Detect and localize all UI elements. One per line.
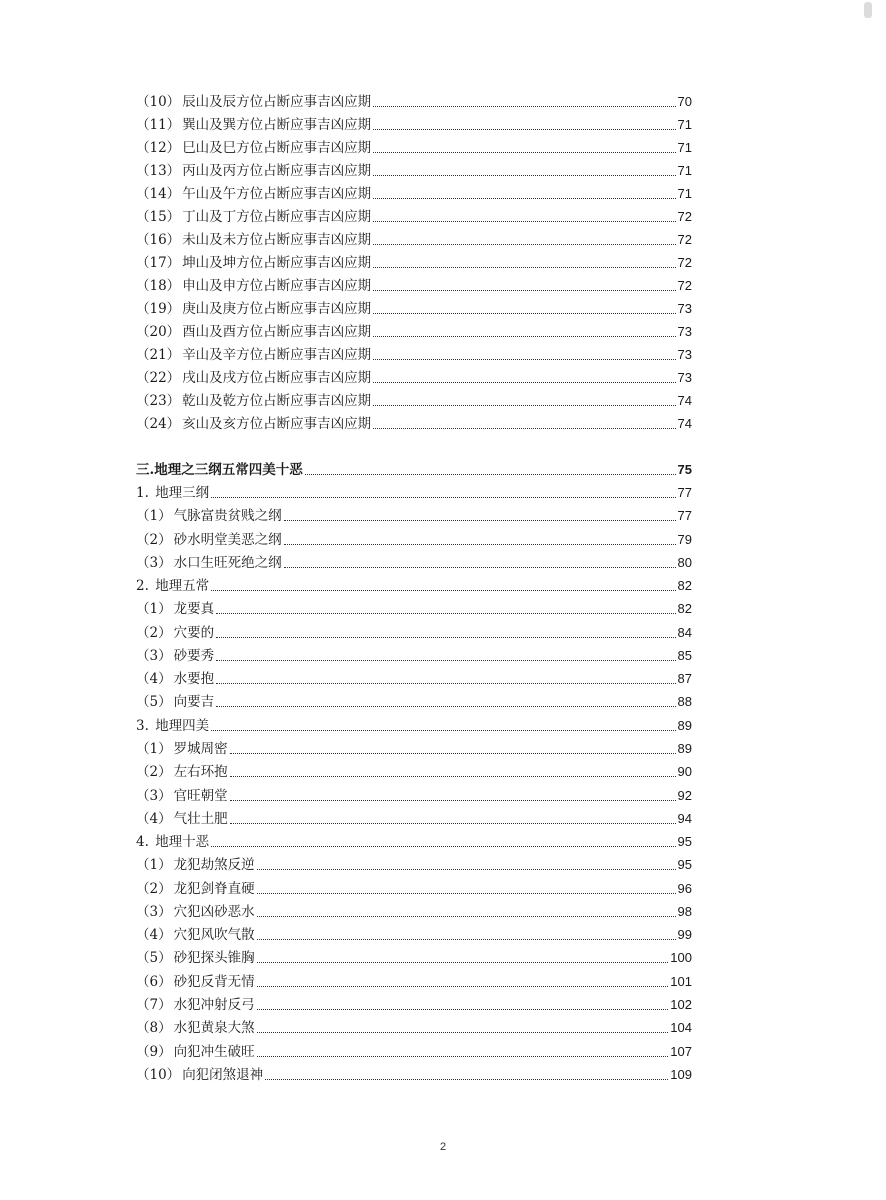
toc-entry[interactable] [136, 502, 692, 525]
leader-dots [257, 916, 676, 917]
toc-entry-title: 地理四美 [155, 718, 210, 734]
toc-entry-number: （8） [136, 1020, 172, 1036]
corner-scroll-mark [864, 2, 872, 18]
leader-dots [230, 776, 676, 777]
toc-entry-page: 72 [677, 278, 692, 293]
toc-section-page: 75 [677, 462, 692, 477]
leader-dots [373, 129, 675, 130]
toc-entry-title: 地理十恶 [155, 834, 210, 850]
toc-entry-title: 庚山及庚方位占断应事吉凶应期 [182, 301, 372, 317]
toc-entry-page: 73 [677, 324, 692, 339]
leader-dots [373, 198, 675, 199]
leader-dots [216, 683, 675, 684]
toc-entry-title: 向要吉 [173, 694, 215, 710]
toc-entry-page: 90 [677, 764, 692, 779]
toc-section-title: 地理之三纲五常四美十恶 [154, 462, 303, 478]
toc-entry-title: 水口生旺死绝之纲 [173, 555, 282, 571]
toc-entry[interactable] [136, 387, 692, 410]
toc-entry[interactable] [136, 851, 692, 874]
toc-entry[interactable] [136, 549, 692, 572]
toc-entry[interactable] [136, 921, 692, 944]
toc-entry[interactable] [136, 735, 692, 758]
leader-dots [257, 1009, 669, 1010]
toc-entry-page: 74 [677, 416, 692, 431]
toc-entry-number: （3） [136, 555, 172, 571]
toc-entry-number: （3） [136, 788, 172, 804]
leader-dots [216, 660, 675, 661]
toc-entry-page: 95 [677, 857, 692, 872]
toc-entry-page: 95 [677, 834, 692, 849]
toc-entry[interactable] [136, 805, 692, 828]
toc-entry-title: 戌山及戌方位占断应事吉凶应期 [182, 370, 372, 386]
toc-entry-number: （5） [136, 950, 172, 966]
toc-entry-title: 地理五常 [155, 578, 210, 594]
toc-entry-page: 100 [670, 950, 692, 965]
leader-dots [373, 382, 675, 383]
toc-entry-number: （1） [136, 857, 172, 873]
toc-entry-title: 水犯黄泉大煞 [173, 1020, 255, 1036]
toc-entry-page: 102 [670, 997, 692, 1012]
toc-entry[interactable] [136, 968, 692, 991]
toc-entry-page: 89 [677, 718, 692, 733]
toc-entry-title: 酉山及酉方位占断应事吉凶应期 [182, 324, 372, 340]
leader-dots [230, 753, 676, 754]
leader-dots [373, 428, 675, 429]
toc-entry-title: 丁山及丁方位占断应事吉凶应期 [182, 209, 372, 225]
toc-entry-title: 穴要的 [173, 625, 215, 641]
leader-dots [211, 497, 675, 498]
toc-entry-title: 丙山及丙方位占断应事吉凶应期 [182, 163, 372, 179]
toc-entry-number: （3） [136, 648, 172, 664]
toc-entry-title: 气壮土肥 [173, 811, 228, 827]
leader-dots [257, 1032, 669, 1033]
toc-entry-title: 坤山及坤方位占断应事吉凶应期 [182, 255, 372, 271]
toc-entry[interactable] [136, 88, 692, 111]
leader-dots [257, 986, 669, 987]
leader-dots [373, 221, 675, 222]
toc-entry[interactable] [136, 180, 692, 203]
toc-entry[interactable] [136, 526, 692, 549]
toc-entry-page: 77 [677, 508, 692, 523]
page-number: 2 [439, 1141, 447, 1153]
toc-entry-number: （3） [136, 904, 172, 920]
leader-dots [265, 1079, 668, 1080]
toc-entry-page: 87 [677, 671, 692, 686]
leader-dots [211, 730, 675, 731]
leader-dots [373, 267, 675, 268]
toc-entry-title: 向犯冲生破旺 [173, 1044, 255, 1060]
leader-dots [373, 244, 675, 245]
toc-entry[interactable] [136, 295, 692, 318]
toc-entry-page: 74 [677, 393, 692, 408]
leader-dots [373, 359, 675, 360]
toc-entry-title: 龙要真 [173, 601, 215, 617]
toc-entry-page: 71 [677, 117, 692, 132]
toc-entry[interactable] [136, 203, 692, 226]
leader-dots [373, 336, 675, 337]
toc-entry-title: 龙犯劫煞反逆 [173, 857, 255, 873]
toc-entry-title: 地理三纲 [155, 485, 210, 501]
toc-entry-title: 水要抱 [173, 671, 215, 687]
leader-dots [373, 313, 675, 314]
toc-entry-number: （6） [136, 974, 172, 990]
toc-entry-page: 70 [677, 94, 692, 109]
toc-entry[interactable] [136, 1014, 692, 1037]
toc-entry-number: （18） [136, 278, 181, 294]
toc-entry[interactable] [136, 572, 692, 595]
toc-entry[interactable] [136, 341, 692, 364]
toc-entry-number: （2） [136, 625, 172, 641]
leader-dots [211, 846, 675, 847]
toc-entry-number: （7） [136, 997, 172, 1013]
toc-entry-title: 龙犯剑脊直硬 [173, 881, 255, 897]
toc-entry-number: （5） [136, 694, 172, 710]
toc-entry-number: 2. [136, 578, 149, 594]
toc-entry-page: 80 [677, 555, 692, 570]
toc-entry-number: （1） [136, 601, 172, 617]
toc-entry-number: （19） [136, 301, 181, 317]
leader-dots [230, 800, 676, 801]
toc-entry-title: 官旺朝堂 [173, 788, 228, 804]
toc-entry[interactable] [136, 758, 692, 781]
toc-entry-number: （22） [136, 370, 181, 386]
leader-dots [257, 869, 676, 870]
toc-entry-page: 99 [677, 927, 692, 942]
toc-entry-title: 辛山及辛方位占断应事吉凶应期 [182, 347, 372, 363]
toc-entry-title: 左右环抱 [173, 764, 228, 780]
toc-entry-title: 辰山及辰方位占断应事吉凶应期 [182, 94, 372, 110]
toc-entry-number: （11） [136, 117, 181, 133]
toc-entry[interactable] [136, 157, 692, 180]
toc-entry-page: 71 [677, 186, 692, 201]
leader-dots [211, 590, 675, 591]
leader-dots [257, 939, 676, 940]
toc-entry-number: （15） [136, 209, 181, 225]
toc-entry[interactable] [136, 688, 692, 711]
toc-entry-title: 未山及未方位占断应事吉凶应期 [182, 232, 372, 248]
leader-dots [284, 520, 676, 521]
toc-entry-number: （2） [136, 532, 172, 548]
toc-entry-page: 73 [677, 347, 692, 362]
toc-entry[interactable] [136, 1038, 692, 1061]
toc-entry-title: 砂犯反背无情 [173, 974, 255, 990]
toc-entry-page: 94 [677, 811, 692, 826]
toc-entry-title: 向犯闭煞退神 [182, 1067, 264, 1083]
toc-entry[interactable] [136, 712, 692, 735]
toc-entry-number: （2） [136, 881, 172, 897]
toc-entry-page: 98 [677, 904, 692, 919]
toc-entry-number: （17） [136, 255, 181, 271]
toc-entry-number: （23） [136, 393, 181, 409]
toc-entry-title: 亥山及亥方位占断应事吉凶应期 [182, 416, 372, 432]
toc-entry[interactable] [136, 364, 692, 387]
toc-entry-number: （10） [136, 94, 181, 110]
toc-entry-number: （14） [136, 186, 181, 202]
toc-entry[interactable] [136, 642, 692, 665]
leader-dots [257, 1056, 669, 1057]
toc-entry-title: 巽山及巽方位占断应事吉凶应期 [182, 117, 372, 133]
toc-entry[interactable] [136, 944, 692, 967]
toc-entry-page: 72 [677, 209, 692, 224]
toc-entry[interactable] [136, 782, 692, 805]
toc-entry[interactable] [136, 991, 692, 1014]
toc-entry-number: （4） [136, 927, 172, 943]
toc-entry-title: 穴犯凶砂恶水 [173, 904, 255, 920]
toc-entry[interactable] [136, 875, 692, 898]
toc-entry-page: 82 [677, 578, 692, 593]
toc-entry-number: （24） [136, 416, 181, 432]
leader-dots [373, 405, 675, 406]
toc-entry-page: 73 [677, 370, 692, 385]
leader-dots [305, 474, 676, 475]
toc-entry[interactable] [136, 134, 692, 157]
toc-entry-title: 罗城周密 [173, 741, 228, 757]
toc-entry-page: 96 [677, 881, 692, 896]
toc-entry[interactable] [136, 318, 692, 341]
toc-entry-page: 82 [677, 601, 692, 616]
toc-entry[interactable] [136, 249, 692, 272]
toc-entry[interactable] [136, 272, 692, 295]
toc-entry[interactable] [136, 479, 692, 502]
toc-entry-title: 乾山及乾方位占断应事吉凶应期 [182, 393, 372, 409]
toc-entry-number: （21） [136, 347, 181, 363]
leader-dots [216, 637, 675, 638]
toc-entry-title: 气脉富贵贫贱之纲 [173, 508, 282, 524]
leader-dots [257, 962, 669, 963]
toc-entry[interactable] [136, 619, 692, 642]
toc-entry-number: （9） [136, 1044, 172, 1060]
toc-entry-page: 92 [677, 788, 692, 803]
toc-entry-number: 3. [136, 718, 149, 734]
toc-entry-page: 77 [677, 485, 692, 500]
leader-dots [284, 567, 676, 568]
toc-entry-title: 砂水明堂美恶之纲 [173, 532, 282, 548]
toc-entry[interactable] [136, 898, 692, 921]
toc-entry-number: 1. [136, 485, 149, 501]
toc-entry-number: （4） [136, 671, 172, 687]
toc-entry-page: 71 [677, 140, 692, 155]
toc-entry-page: 109 [670, 1067, 692, 1082]
toc-entry-page: 79 [677, 532, 692, 547]
toc-entry-title: 申山及申方位占断应事吉凶应期 [182, 278, 372, 294]
toc-entry[interactable] [136, 226, 692, 249]
toc-entry-number: 4. [136, 834, 149, 850]
toc-entry-page: 88 [677, 694, 692, 709]
toc-entry-page: 89 [677, 741, 692, 756]
toc-entry-number: （12） [136, 140, 181, 156]
toc-entry-page: 84 [677, 625, 692, 640]
toc-entry-page: 85 [677, 648, 692, 663]
toc-entry[interactable] [136, 111, 692, 134]
leader-dots [373, 290, 675, 291]
toc-entry-number: （20） [136, 324, 181, 340]
leader-dots [373, 175, 675, 176]
leader-dots [373, 152, 675, 153]
toc-entry[interactable] [136, 828, 692, 851]
leader-dots [216, 613, 675, 614]
leader-dots [230, 823, 676, 824]
toc-entry-number: （10） [136, 1067, 181, 1083]
toc-entry-page: 72 [677, 232, 692, 247]
toc-entry-number: （1） [136, 508, 172, 524]
leader-dots [373, 106, 675, 107]
toc-entry[interactable] [136, 595, 692, 618]
toc-entry-page: 101 [670, 974, 692, 989]
toc-section-number: 三. [136, 462, 155, 478]
toc-entry[interactable] [136, 410, 692, 433]
toc-entry-number: （2） [136, 764, 172, 780]
toc-entry-number: （1） [136, 741, 172, 757]
leader-dots [216, 706, 675, 707]
toc-entry-title: 砂犯探头锥胸 [173, 950, 255, 966]
toc-entry-page: 107 [670, 1044, 692, 1059]
toc-entry-title: 水犯冲射反弓 [173, 997, 255, 1013]
toc-entry-title: 午山及午方位占断应事吉凶应期 [182, 186, 372, 202]
toc-entry[interactable] [136, 1061, 692, 1084]
toc-entry-number: （13） [136, 163, 181, 179]
toc-section-heading[interactable] [136, 456, 692, 479]
leader-dots [257, 893, 676, 894]
toc-entry-page: 72 [677, 255, 692, 270]
toc-entry-title: 巳山及巳方位占断应事吉凶应期 [182, 140, 372, 156]
toc-entry-number: （16） [136, 232, 181, 248]
leader-dots [284, 544, 676, 545]
toc-entry-page: 73 [677, 301, 692, 316]
toc-entry-page: 71 [677, 163, 692, 178]
toc-entry-page: 104 [670, 1020, 692, 1035]
toc-entry[interactable] [136, 665, 692, 688]
toc-entry-number: （4） [136, 811, 172, 827]
toc-entry-title: 砂要秀 [173, 648, 215, 664]
toc-entry-title: 穴犯风吹气散 [173, 927, 255, 943]
